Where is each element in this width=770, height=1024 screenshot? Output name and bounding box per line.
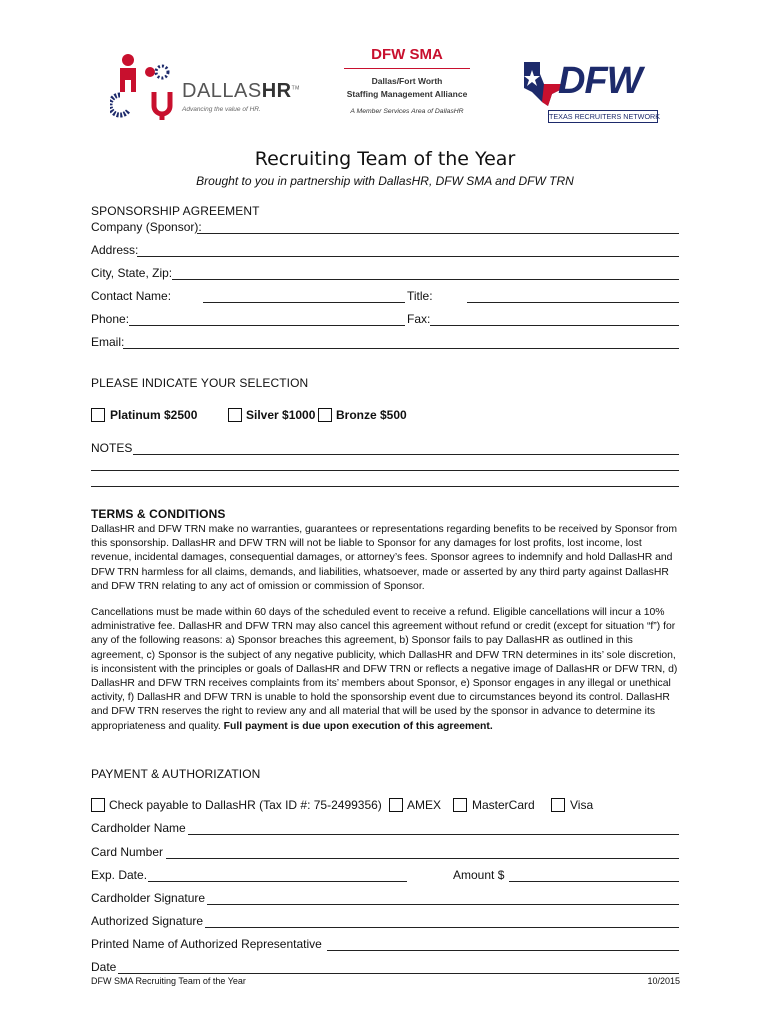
sponsorship-heading: SPONSORSHIP AGREEMENT: [91, 204, 260, 218]
terms-paragraph-1: DallasHR and DFW TRN make no warranties, guarantees or representations regarding benefits to be received by Sponsor from this sponsorship. DallasHR and DFW TRN will not be liable to Sponsor for any damages for lost profits, lost income, lost revenue, incidental damages, consequential damages, or attorney’s fees. Sponsor agrees to indemnify and hold DallasHR and DFW TRN harmless for all claims, demands, and liabilities, whatsoever, made or asserted by any third party against DallasHR and DFW TRN relating to any act of omission or commission of Sponsor.: [91, 524, 678, 592]
dfwsma-title: DFW SMA: [371, 46, 443, 63]
check-label: Check payable to DallasHR (Tax ID #: 75-2499356): [109, 798, 382, 812]
dallashr-wordmark-bold: HR: [261, 80, 292, 102]
printed-name-field[interactable]: [327, 950, 679, 951]
amount-field[interactable]: [509, 881, 679, 882]
dallashr-logo: [110, 50, 300, 122]
cardholder-signature-field[interactable]: [207, 904, 679, 905]
silver-label: Silver $1000: [246, 408, 316, 422]
authorized-signature-label: Authorized Signature: [91, 914, 204, 928]
date-label: Date: [91, 960, 117, 974]
title-field[interactable]: [467, 302, 679, 303]
notes-line-2[interactable]: [91, 470, 679, 471]
company-field[interactable]: [197, 233, 679, 234]
footer-right: 10/2015: [647, 976, 680, 986]
cardholder-signature-label: Cardholder Signature: [91, 891, 206, 905]
card-number-field[interactable]: [166, 858, 679, 859]
payment-heading: PAYMENT & AUTHORIZATION: [91, 767, 261, 781]
fax-label: Fax:: [407, 312, 431, 326]
notes-line-3[interactable]: [91, 486, 679, 487]
exp-date-field[interactable]: [148, 881, 407, 882]
email-field[interactable]: [123, 348, 679, 349]
printed-name-label: Printed Name of Authorized Representative: [91, 937, 322, 951]
amex-label: AMEX: [407, 798, 442, 812]
footer-left: DFW SMA Recruiting Team of the Year: [91, 976, 246, 986]
notes-label: NOTES: [91, 441, 133, 455]
amount-label: Amount $: [453, 868, 505, 882]
page-subtitle: Brought to you in partnership with DallasHR, DFW SMA and DFW TRN: [196, 174, 574, 188]
page-title: Recruiting Team of the Year: [254, 148, 516, 170]
dallashr-tagline: Advancing the value of HR.: [182, 106, 261, 113]
fax-field[interactable]: [430, 325, 679, 326]
dfwsma-line3: A Member Services Area of DallasHR: [350, 108, 464, 115]
authorized-signature-field[interactable]: [205, 927, 679, 928]
card-number-label: Card Number: [91, 845, 164, 859]
mastercard-label: MasterCard: [472, 798, 535, 812]
phone-field[interactable]: [129, 325, 405, 326]
city-label: City, State, Zip:: [91, 266, 173, 280]
amex-checkbox[interactable]: [389, 798, 403, 812]
terms-heading: TERMS & CONDITIONS: [91, 507, 226, 521]
silver-checkbox[interactable]: [228, 408, 242, 422]
dfw-trn-caption: TEXAS RECRUITERS NETWORK: [549, 112, 661, 121]
platinum-checkbox[interactable]: [91, 408, 105, 422]
dallashr-tm: TM: [291, 85, 300, 92]
date-field[interactable]: [118, 973, 679, 974]
dfwsma-rule: [344, 68, 470, 69]
platinum-label: Platinum $2500: [110, 408, 198, 422]
dfwsma-logo: [344, 46, 470, 126]
selection-heading: PLEASE INDICATE YOUR SELECTION: [91, 376, 309, 390]
dfw-trn-logo: [520, 58, 660, 124]
check-checkbox[interactable]: [91, 798, 105, 812]
notes-line-1[interactable]: [133, 454, 679, 455]
dfw-trn-mark: DFW: [558, 60, 642, 102]
bronze-label: Bronze $500: [336, 408, 407, 422]
email-label: Email:: [91, 335, 125, 349]
title-label: Title:: [407, 289, 433, 303]
terms-paragraph-2-text: Cancellations must be made within 60 days of the scheduled event to receive a refund. Eligible cancellations will incur a 10% administrative fee. DallasHR and DFW TRN may also cancel this agreement without refund or credit (except for situation “f”) for any of the following reasons: a) Sponsor breaches this agreement, b) Sponsor fails to pay DallasHR as outlined in this agreement, c) Sponsor is the subject of any negative publicity, which DallasHR and DFW TRN determines in its’ sole discretion, is inconsistent with the principles or goals of DallasHR and DFW TRN or reflects a negative image of DallasHR or DFW TRN, d) DallasHR and DFW TRN receives complaints from its’ members about Sponsor, e) Sponsor engages in any illegal or unethical activity, f) DallasHR and DFW TRN is unable to hold the sponsorship event due to circumstances beyond its control. DallasHR and DFW TRN reserves the right to review any and all material that will be used by the sponsor in advance to determine its appropriateness and quality.: [91, 607, 678, 732]
dfwsma-line2: Staffing Management Alliance: [346, 89, 468, 99]
phone-label: Phone:: [91, 312, 130, 326]
terms-payment-note: Full payment is due upon execution of this agreement.: [223, 720, 493, 732]
contact-field[interactable]: [203, 302, 405, 303]
city-field[interactable]: [172, 279, 679, 280]
dfwsma-line1: Dallas/Fort Worth: [371, 76, 443, 86]
cardholder-name-field[interactable]: [188, 834, 679, 835]
exp-date-label: Exp. Date.: [91, 868, 148, 882]
dallashr-figures-icon: [110, 50, 180, 122]
cardholder-name-label: Cardholder Name: [91, 821, 186, 835]
address-field[interactable]: [137, 256, 679, 257]
dallashr-wordmark: DALLAS: [182, 80, 262, 102]
visa-checkbox[interactable]: [551, 798, 565, 812]
mastercard-checkbox[interactable]: [453, 798, 467, 812]
visa-label: Visa: [570, 798, 594, 812]
company-label: Company (Sponsor):: [91, 220, 202, 234]
terms-paragraph-2: [91, 606, 681, 734]
contact-label: Contact Name:: [91, 289, 172, 303]
bronze-checkbox[interactable]: [318, 408, 332, 422]
address-label: Address:: [91, 243, 139, 257]
